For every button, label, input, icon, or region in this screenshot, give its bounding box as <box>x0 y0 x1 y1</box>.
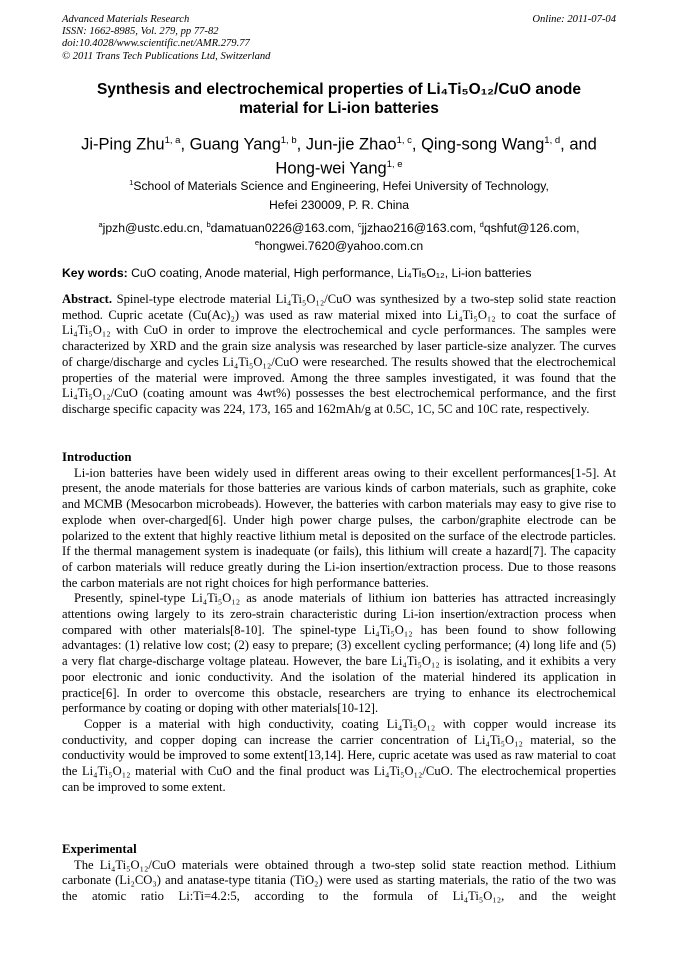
abstract-label: Abstract. <box>62 292 113 306</box>
author-sup: 1, a <box>164 135 181 146</box>
author-name: Qing-song Wang <box>421 135 545 154</box>
experimental-section <box>62 842 616 905</box>
author-sup: 1, b <box>280 135 297 146</box>
copyright: © 2011 Trans Tech Publications Ltd, Switzerland <box>62 50 271 62</box>
paragraph: Copper is a material with high conductivity, coating Li₄Ti₅O₁₂ with copper would increase its conductivity, and copper doping can increase the carrier concentration of Li₄Ti₅O₁₂ material, so the conductivity would be improved to some extent[13,14]. Here, cupric acetate was used as raw material to coat the Li₄Ti₅O₁₂ material with CuO and the final product was Li₄Ti₅O₁₂/CuO. The electrochemical properties can be improved to some extent. <box>62 716 616 794</box>
email-sup: d <box>479 220 484 229</box>
keywords-label: Key words: <box>62 266 128 280</box>
section-heading: Introduction <box>62 450 132 464</box>
keywords-text: CuO coating, Anode material, High performance, Li₄Ti₅O₁₂, Li-ion batteries <box>127 266 532 280</box>
keywords <box>62 266 616 280</box>
author-list: Ji-Ping Zhu$^{1, a}$, Guang Yang$^{1, b}$, Jun-jie Zhao$^{1, c}$, Qing-song Wang$^{1, d}$, and Hong-wei Yang$^{1, e}$ <box>81 135 597 177</box>
email: qshfut@126.com, <box>483 221 580 236</box>
aff-line: School of Materials Science and Engineering, Hefei University of Technology, <box>133 179 549 194</box>
email-sup: c <box>357 220 362 229</box>
email: hongwei.7620@yahoo.com.cn <box>259 238 424 253</box>
paragraph: Li-ion batteries have been widely used in different areas owing to their excellent performances[1-5]. At present, the anode materials for those batteries are various kinds of carbon materials, such as graphite, coke and MCMB (Mesocarbon microbeads). However, the batteries with carbon materials may easy to give rise to explode when over-charged[6]. Under high power charge pulses, the carbon/graphite electrode can be polarized to the extent that highly reactive lithium metal is deposited on the surface of the electrode particles. If the thermal management system is inadequate (or fails), this lithium will create a hazard[7]. The capacity of carbon materials will reduce greatly during the Li-ion insertion/extraction process. Due to those reasons the carbon materials are not right choices for high performance batteries. <box>62 465 616 590</box>
introduction-section <box>62 450 616 795</box>
author-name: Guang Yang <box>189 135 281 154</box>
and-text: , and <box>560 135 597 154</box>
email: jpzh@ustc.edu.cn, <box>102 221 207 236</box>
author-sup: 1, c <box>396 135 412 146</box>
paragraph: Presently, spinel-type Li₄Ti₅O₁₂ as anode materials of lithium ion batteries has attracted increasingly attentions owing largely to its zero-strain characteristic during Li-ion insertion/extraction process when compared with other materials[8-10]. The spinel-type Li₄Ti₅O₁₂ has been found to show following advantages: (1) relative low cost; (2) easy to prepare; (3) excellent cycling performance; (4) long life and (5) a very flat charge-discharge voltage plateau. However, the bare Li₄Ti₅O₁₂ is isolating, and it exhibits a very poor electronic and ionic conductivity. And the isolation of the material hindered its application in practice[6]. In order to overcome this obstacle, researchers are trying to enhance its electrochemical performance by coating or doping with other materials[10-12]. <box>62 591 616 716</box>
title-line: Synthesis and electrochemical properties of Li₄Ti₅O₁₂/CuO anode <box>96 81 581 98</box>
email-sup: a <box>98 220 103 229</box>
paragraph: The Li₄Ti₅O₁₂/CuO materials were obtained through a two-step solid state reaction method. Lithium carbonate (Li₂CO₃) and anatase-type titania (TiO₂) were used as starting materials, the ratio of the two was the atomic ratio Li:Ti=4.2:5, according to the formula of Li₄Ti₅O₁₂, and the weight <box>62 857 616 904</box>
email: damatuan0226@163.com, <box>210 221 358 236</box>
email-sup: b <box>206 220 211 229</box>
aff-sup: 1 <box>129 178 134 187</box>
doi: doi:10.4028/www.scientific.net/AMR.279.77 <box>62 38 250 50</box>
affiliation-city: Hefei 230009, P. R. China <box>268 198 410 212</box>
author-name: Hong-wei Yang <box>275 159 387 177</box>
journal-name: Advanced Materials Research <box>62 14 190 25</box>
online-date: Online: 2011-07-04 <box>532 14 616 25</box>
issn: ISSN: 1662-8985, Vol. 279, pp 77-82 <box>62 26 219 38</box>
journal-header <box>62 14 616 63</box>
abstract <box>62 292 616 418</box>
paper-title <box>62 81 616 118</box>
author-name: Ji-Ping Zhu <box>81 135 165 154</box>
affiliation <box>62 176 616 193</box>
author-sup: 1, d <box>544 135 561 146</box>
email-sup: e <box>254 237 259 247</box>
email: jjzhao216@163.com, <box>361 221 480 236</box>
author-sup: 1, e <box>386 158 403 170</box>
title-line: material for Li-ion batteries <box>239 99 439 117</box>
section-heading: Experimental <box>62 842 137 856</box>
emails <box>62 218 616 253</box>
author-name: Jun-jie Zhao <box>305 135 397 154</box>
abstract-text: Spinel-type electrode material Li₄Ti₅O₁₂/CuO was synthesized by a two-step solid state reaction method. Cupric acetate (Cu(Ac)₂) was used as raw material mixed into Li₄Ti₅O₁₂ to coat the surface of Li₄Ti₅O₁₂ with CuO in order to improve the electrochemical and cycle performances. The samples were characterized by XRD and the grain size analysis was researched by laser particle-size analyzer. The curves of charge/discharge and cycles Li₄Ti₅O₁₂/CuO were researched. The results showed that the electrochemical properties of the material were improved. Among the three samples investigated, it was found that the Li₄Ti₅O₁₂/CuO (coating amount was 4wt%) possesses the best electrochemical performance, and the first discharge specific capacity was 224, 173, 165 and 162mAh/g at 0.5C, 1C, 5C and 10C rate, respectively. <box>62 292 616 416</box>
